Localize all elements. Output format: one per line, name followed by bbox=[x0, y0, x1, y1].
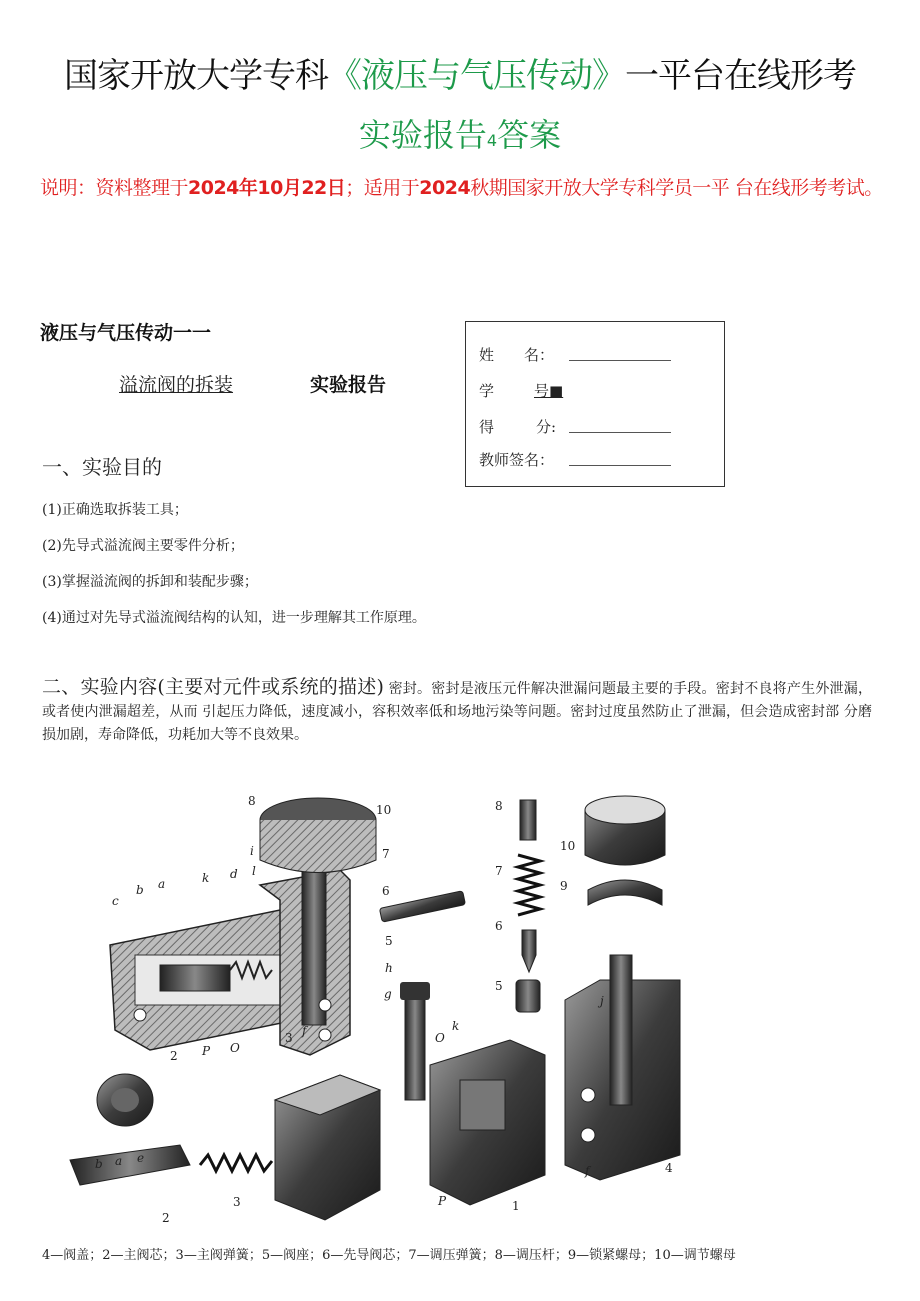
fig-label-10b: 10 bbox=[560, 839, 576, 853]
fig-label-i: i bbox=[250, 844, 254, 858]
fig-label-10: 10 bbox=[376, 803, 392, 817]
fig-label-7: 7 bbox=[382, 847, 390, 861]
fig-label-5: 5 bbox=[385, 934, 393, 948]
score-blank bbox=[569, 418, 671, 433]
note-middle: ；适用于 bbox=[345, 177, 420, 199]
fig-label-h: h bbox=[385, 961, 393, 975]
fig-label-6b: 6 bbox=[495, 919, 503, 933]
document-title bbox=[0, 48, 920, 97]
subtitle-number: 4 bbox=[486, 131, 498, 150]
purpose-item-2: (2)先导式溢流阀主要零件分析； bbox=[42, 538, 244, 554]
fig-label-8: 8 bbox=[248, 794, 256, 808]
purpose-item-1: (1)正确选取拆装工具； bbox=[42, 502, 188, 518]
fig-label-k: k bbox=[202, 871, 210, 885]
fig-label-9: 9 bbox=[560, 879, 568, 893]
title-course-name: 《液压与气压传动》 bbox=[328, 56, 625, 96]
purpose-item-4: (4)通过对先导式溢流阀结构的认知，进一步理解其工作原理。 bbox=[42, 610, 426, 626]
teacher-label: 教师签名： bbox=[479, 451, 555, 469]
fig-label-c: c bbox=[112, 894, 119, 908]
section-content-title: 二、实验内容(主要对元件或系统的描述) bbox=[42, 676, 384, 698]
note-term: 2024 bbox=[419, 177, 471, 199]
section-content bbox=[42, 676, 872, 747]
cutaway-assembly bbox=[110, 798, 376, 1055]
title-part1: 国家开放大学专科 bbox=[64, 56, 328, 96]
fig-label-3b: 3 bbox=[233, 1195, 241, 1209]
note-date: 2024年10月22日 bbox=[188, 177, 346, 199]
fig-label-Ob: O bbox=[435, 1031, 445, 1045]
section-content-body: 密封。密封是液压元件解决泄漏问题最主要的手段。密封不良将产生外泄漏，或者使内泄漏超差，从而 引起压力降低，速度减小，容积效率低和场地污染等问题。密封过度虽然防止了泄漏，但会造成密封部 分磨损加剧，寿命降低，功耗加大等不良效果。 bbox=[42, 681, 873, 743]
fig-label-Pb: P bbox=[438, 1194, 447, 1208]
teacher-blank bbox=[569, 451, 671, 466]
fig-label-fb: f bbox=[585, 1164, 590, 1178]
title-part2: 一平台在线形考 bbox=[625, 56, 856, 96]
fig-label-O: O bbox=[230, 1041, 240, 1055]
section-purpose-title: 一、实验目的 bbox=[42, 455, 162, 479]
subtitle-end: 答案 bbox=[497, 116, 562, 154]
fig-label-l: l bbox=[252, 864, 256, 878]
fig-label-a: a bbox=[158, 877, 166, 891]
score-label-a: 得 bbox=[479, 418, 495, 436]
id-label-a: 学 bbox=[479, 382, 495, 400]
fig-label-e: e bbox=[137, 1151, 145, 1165]
document-subtitle bbox=[0, 110, 920, 156]
fig-label-3: 3 bbox=[285, 1031, 293, 1045]
score-label-b: 分: bbox=[536, 418, 557, 436]
experiment-topic: 溢流阀的拆装 bbox=[119, 374, 234, 396]
fig-label-bb: b bbox=[95, 1157, 103, 1171]
fig-label-ab: a bbox=[115, 1154, 123, 1168]
student-info-box bbox=[465, 321, 725, 487]
fig-label-7b: 7 bbox=[495, 864, 503, 878]
course-heading: 液压与气压传动一一 bbox=[40, 322, 212, 344]
pilot-body bbox=[565, 955, 680, 1180]
name-label: 姓 名： bbox=[479, 346, 555, 364]
note-prefix: 说明：资料整理于 bbox=[40, 177, 189, 199]
fig-label-6: 6 bbox=[382, 884, 390, 898]
fig-label-2: 2 bbox=[170, 1049, 178, 1063]
fig-label-kb: k bbox=[452, 1019, 460, 1033]
purpose-item-3: (3)掌握溢流阀的拆卸和装配步骤； bbox=[42, 574, 258, 590]
fig-label-d: d bbox=[230, 867, 238, 881]
id-label-b: 号■ bbox=[534, 382, 564, 400]
fig-label-1: 1 bbox=[512, 1199, 520, 1213]
figure-caption: 4—阀盖；2—主阀芯；3—主阀弹簧；5—阀座；6—先导阀芯；7—调压弹簧；8—调压杆；9—锁紧螺母；10—调节螺母 bbox=[42, 1248, 736, 1263]
fig-label-8b: 8 bbox=[495, 799, 503, 813]
description-note bbox=[40, 166, 890, 211]
fig-label-f: f bbox=[302, 1024, 307, 1038]
fig-label-2b: 2 bbox=[162, 1211, 170, 1225]
report-label: 实验报告 bbox=[310, 374, 387, 396]
fig-label-j: j bbox=[600, 994, 604, 1008]
relief-valve-exploded-figure bbox=[40, 780, 720, 1235]
main-valve-body bbox=[430, 1040, 545, 1205]
fig-label-4: 4 bbox=[665, 1161, 673, 1175]
subtitle-main: 实验报告 bbox=[358, 116, 487, 154]
valve-cover bbox=[275, 1075, 380, 1220]
fig-label-g: g bbox=[384, 987, 392, 1001]
name-blank bbox=[569, 346, 671, 361]
fig-label-5b: 5 bbox=[495, 979, 503, 993]
note-suffix: 秋期国家开放大学专科学员一平 台在线形考考试。 bbox=[470, 177, 883, 199]
fig-label-b: b bbox=[136, 883, 144, 897]
fig-label-P: P bbox=[202, 1044, 211, 1058]
